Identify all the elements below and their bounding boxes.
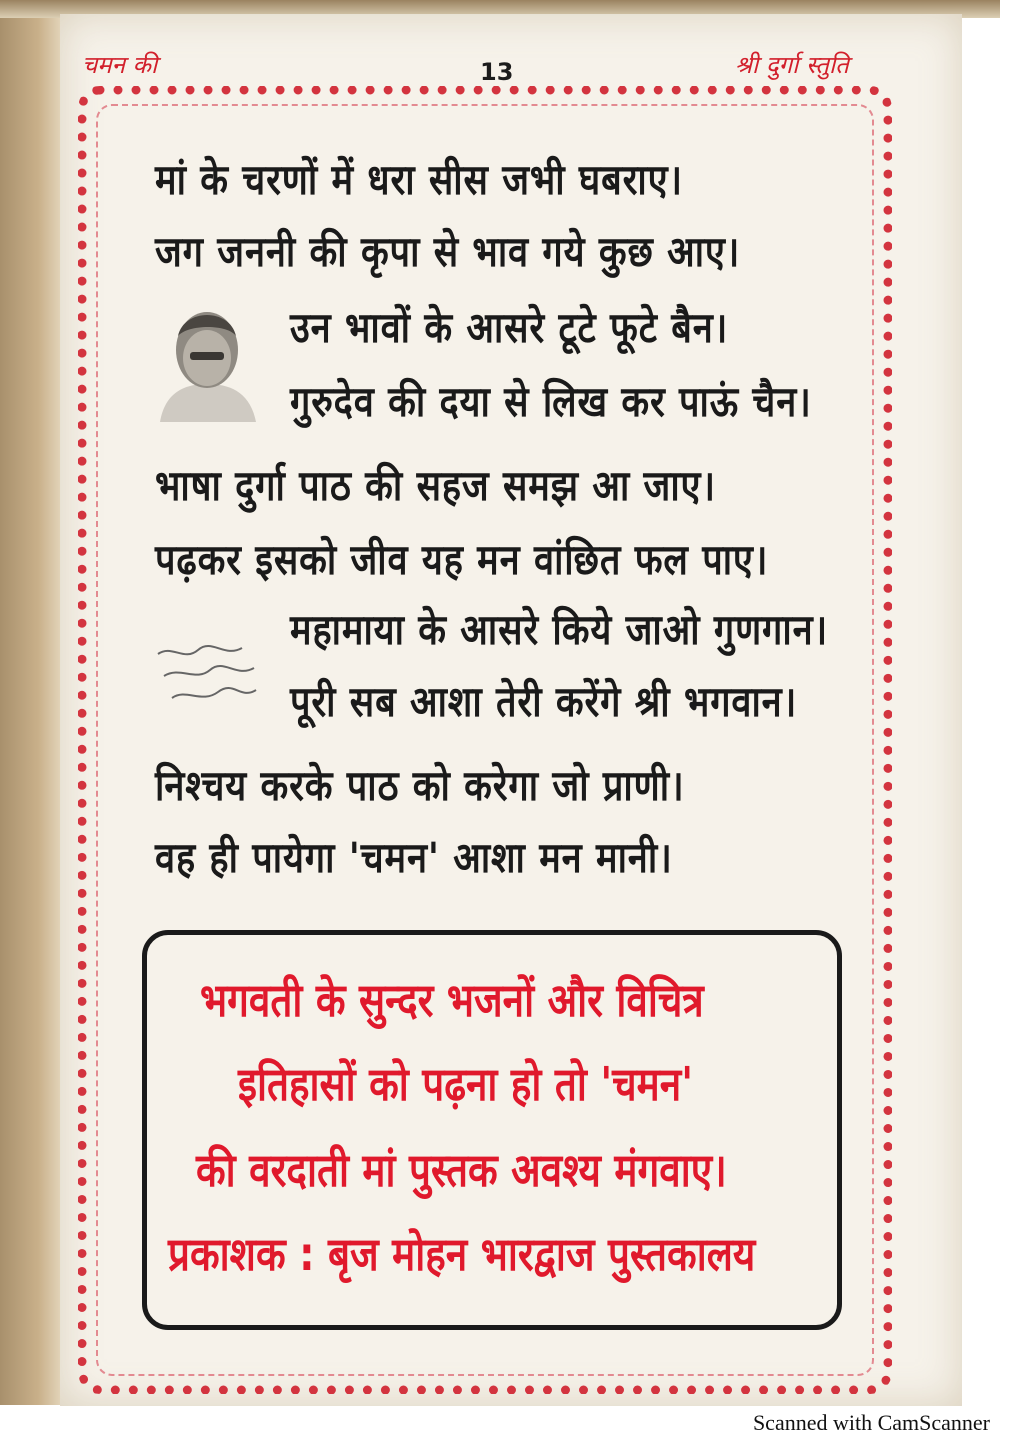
scan-edge-left (0, 0, 64, 1405)
advertisement-line: भगवती के सुन्दर भजनों और विचित्र (200, 973, 704, 1027)
page-number: 13 (480, 58, 514, 86)
author-portrait (150, 292, 265, 422)
verse-line: उन भावों के आसरे टूटे फूटे बैन। (290, 303, 729, 352)
verse-line: पूरी सब आशा तेरी करेंगे श्री भगवान। (290, 677, 798, 726)
verse-line: जग जननी की कृपा से भाव गये कुछ आए। (155, 227, 741, 276)
verse-line: महामाया के आसरे किये जाओ गुणगान। (290, 605, 829, 654)
verse-line: गुरुदेव की दया से लिख कर पाऊं चैन। (290, 377, 812, 426)
signature-scribble (150, 640, 270, 720)
advertisement-line: प्रकाशक : बृज मोहन भारद्वाज पुस्तकालय (168, 1227, 756, 1281)
signature-icon (150, 640, 270, 720)
running-head-left: चमन की (82, 51, 158, 79)
verse-line: वह ही पायेगा 'चमन' आशा मन मानी। (155, 833, 673, 882)
scanner-watermark: Scanned with CamScanner (752, 1410, 990, 1435)
verse-line: भाषा दुर्गा पाठ की सहज समझ आ जाए। (155, 461, 716, 510)
verse-line: निश्चय करके पाठ को करेगा जो प्राणी। (155, 761, 685, 810)
verse-line: पढ़कर इसको जीव यह मन वांछित फल पाए। (155, 535, 769, 584)
advertisement-line: इतिहासों को पढ़ना हो तो 'चमन' (238, 1057, 694, 1111)
advertisement-line: की वरदाती मां पुस्तक अवश्य मंगवाए। (196, 1143, 727, 1197)
running-head-right: श्री दुर्गा स्तुति (735, 51, 849, 79)
verse-line: मां के चरणों में धरा सीस जभी घबराए। (155, 155, 683, 204)
